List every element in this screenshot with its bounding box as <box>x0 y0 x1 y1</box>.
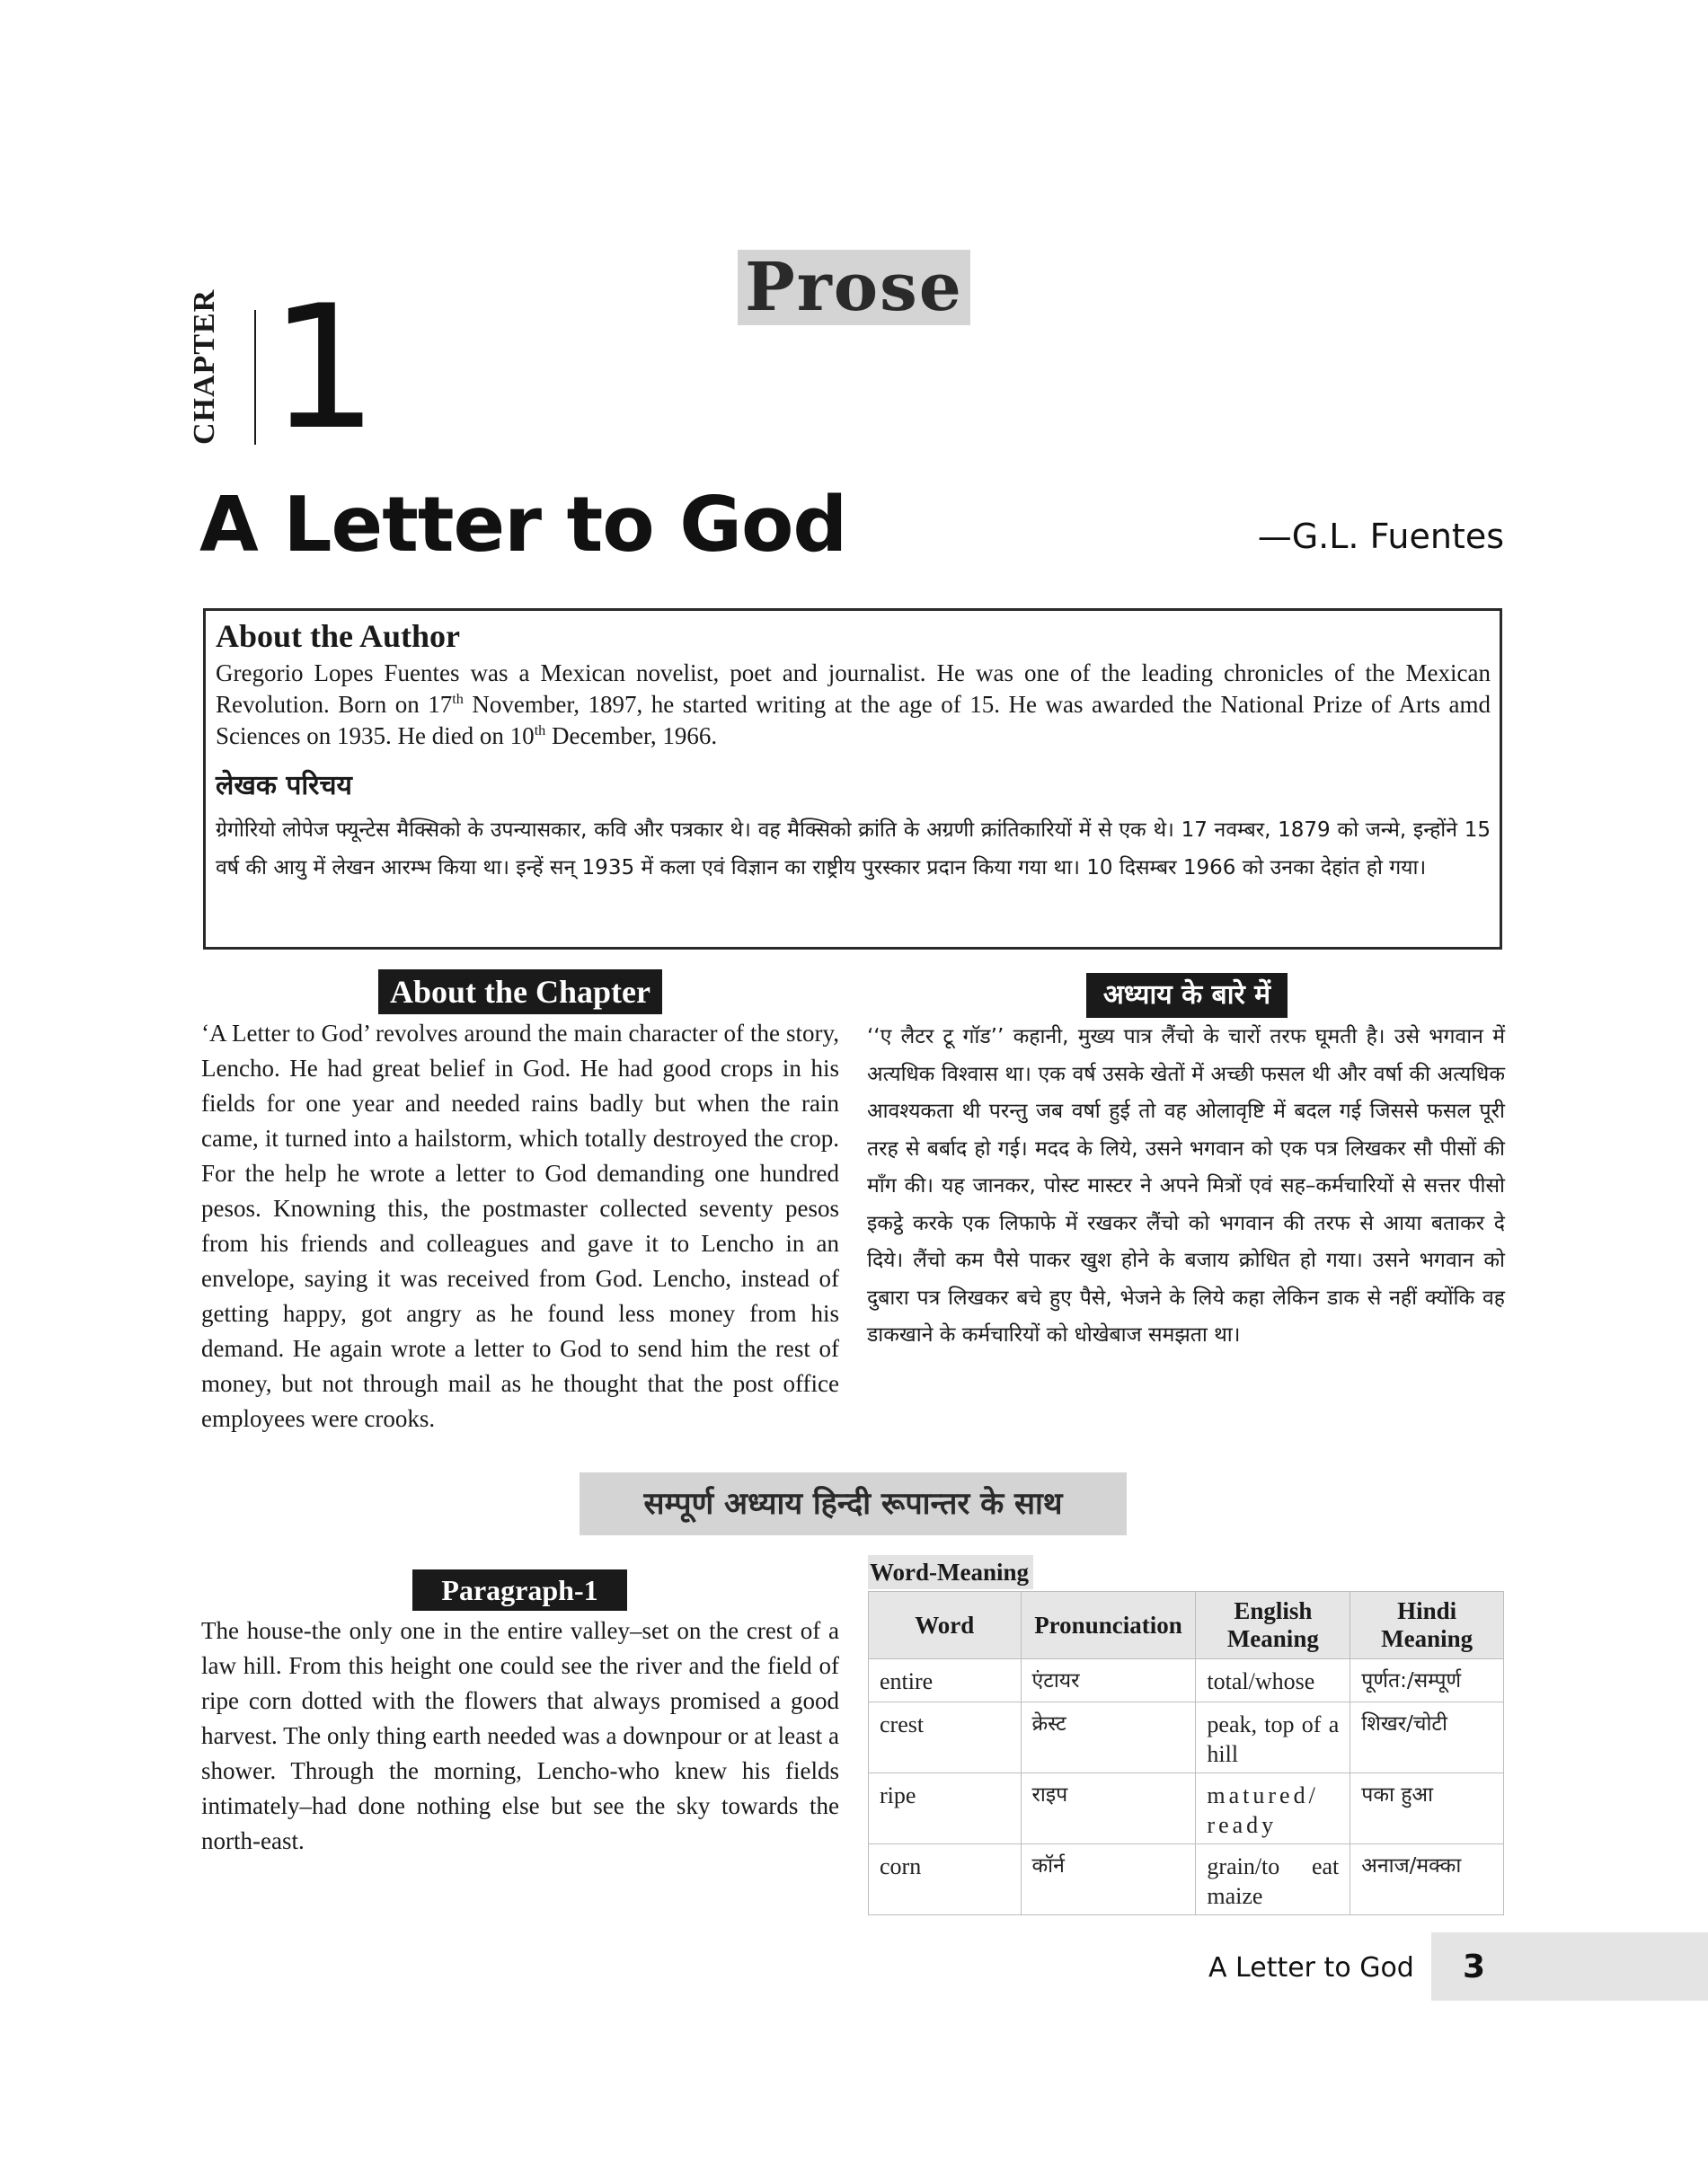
word-meaning-title: Word-Meaning <box>868 1555 1033 1589</box>
paragraph-label: Paragraph-1 <box>412 1569 627 1611</box>
paragraph-text: The house-the only one in the entire valley–set on the crest of a law hill. From this height one could see the river and the field of ripe corn dotted with the flowers that always promised a good harvest. The only thing earth needed was a downpour or at least a shower. Through the morning, Lencho-who knew his fields intimately–had done nothing else but see the sky towards the north-east. <box>201 1617 839 1854</box>
english-meaning-cell: total/whose <box>1196 1659 1350 1702</box>
word-cell: corn <box>869 1844 1022 1915</box>
column-header-english-meaning: English Meaning <box>1196 1592 1350 1659</box>
about-chapter-heading: About the Chapter <box>378 969 662 1014</box>
column-header-pronunciation: Pronunciation <box>1021 1592 1196 1659</box>
pronunciation-cell: कॉर्न <box>1021 1844 1196 1915</box>
hindi-meaning-cell: पका हुआ <box>1350 1773 1504 1844</box>
chapter-author: —G.L. Fuentes <box>1257 517 1504 556</box>
about-author-text-en <box>216 658 1491 752</box>
word-cell: crest <box>869 1702 1022 1773</box>
chapter-divider <box>254 310 256 445</box>
column-header-word: Word <box>869 1592 1022 1659</box>
about-author-heading-hindi: लेखक परिचय <box>216 770 352 801</box>
translation-banner: सम्पूर्ण अध्याय हिन्दी रूपान्तर के साथ <box>580 1472 1127 1535</box>
chapter-number: 1 <box>270 269 378 467</box>
word-meaning-table <box>868 1591 1504 1915</box>
page-number: 3 <box>1463 1949 1486 1985</box>
english-meaning-cell: grain/to eat maize <box>1196 1844 1350 1915</box>
table-row <box>869 1773 1504 1844</box>
about-author-heading: About the Author <box>216 618 461 654</box>
about-author-text-part: November, 1897, he started writing at the age of 15. He was awarded the National Prize of Arts amd Sciences on 1935. He died on 10 <box>216 691 1491 749</box>
ordinal-suffix: th <box>452 691 464 707</box>
pronunciation-cell: क्रेस्ट <box>1021 1702 1196 1773</box>
chapter-word: CHAPTER <box>188 288 221 445</box>
about-author-text-hindi: ग्रेगोरियो लोपेज फ्यून्टेस मैक्सिको के उपन्यासकार, कवि और पत्रकार थे। वह मैक्सिको क्रांति के अग्रणी क्रांतिकारियों में से एक थे। 17 नवम्बर, 1879 को जन्मे, इन्होंने 15 वर्ष की आयु में लेखन आरम्भ किया था। इन्हें सन् 1935 में कला एवं विज्ञान का राष्ट्रीय पुरस्कार प्रदान किया गया था। 10 दिसम्बर 1966 को उनका देहांत हो गया। <box>216 818 1491 880</box>
hindi-meaning-cell: पूर्णत:/सम्पूर्ण <box>1350 1659 1504 1702</box>
section-banner: Prose <box>738 250 970 325</box>
english-meaning-cell: matured/ ready <box>1196 1773 1350 1844</box>
about-author-text-part: Gregorio Lopes Fuentes was a Mexican novelist, poet and journalist. He was one of the leading chronicles of the Mexican Revolution. Born on 17 <box>216 659 1491 718</box>
footer-title: A Letter to God <box>1208 1952 1414 1984</box>
chapter-title: A Letter to God <box>199 481 847 570</box>
table-row <box>869 1702 1504 1773</box>
table-header-row <box>869 1592 1504 1659</box>
about-author-box <box>203 608 1502 950</box>
table-row <box>869 1844 1504 1915</box>
pronunciation-cell: राइप <box>1021 1773 1196 1844</box>
word-cell: entire <box>869 1659 1022 1702</box>
about-author-text-part: December, 1966. <box>545 722 718 749</box>
about-chapter-text-en: ‘A Letter to God’ revolves around the main character of the story, Lencho. He had great belief in God. He had good crops in his fields for one year and needed rains badly but when the rain came, it turned into a hailstorm, which totally destroyed the crop. For the help he wrote a letter to God demanding one hundred pesos. Knowning this, the postmaster collected seventy pesos from his friends and colleagues and gave it to Lencho in an envelope, saying it was received from God. Lencho, instead of getting happy, got angry as he found less money from his demand. He again wrote a letter to God to send him the rest of money, but not through mail as he thought that the post office employees were crooks. <box>201 1020 839 1432</box>
english-meaning-cell: peak, top of a hill <box>1196 1702 1350 1773</box>
about-chapter-text-hindi: ‘‘ए लैटर टू गॉड’’ कहानी, मुख्य पात्र लैंचो के चारों तरफ घूमती है। उसे भगवान में अत्यधिक विश्वास था। एक वर्ष उसके खेतों में अच्छी फसल थी और वर्षा की अत्यधिक आवश्यकता थी परन्तु जब वर्षा हुई तो वह ओलावृष्टि में बदल गई जिससे फसल पूरी तरह से बर्बाद हो गई। मदद के लिये, उसने भगवान को एक पत्र लिखकर सौ पीसों की माँग की। यह जानकर, पोस्ट मास्टर ने अपने मित्रों एवं सह–कर्मचारियों से सत्तर पीसो इकट्ठे करके एक लिफाफे में रखकर लैंचो को भगवान की तरफ से आया बताकर दे दिये। लैंचो कम पैसे पाकर खुश होने के बजाय क्रोधित हो गया। उसने भगवान को दुबारा पत्र लिखकर बचे हुए पैसे, भेजने के लिये कहा लेकिन डाक से नहीं क्योंकि वह डाकखाने के कर्मचारियों को धोखेबाज समझता था। <box>867 1025 1505 1347</box>
pronunciation-cell: एंटायर <box>1021 1659 1196 1702</box>
hindi-meaning-cell: शिखर/चोटी <box>1350 1702 1504 1773</box>
hindi-meaning-cell: अनाज/मक्का <box>1350 1844 1504 1915</box>
word-cell: ripe <box>869 1773 1022 1844</box>
table-row <box>869 1659 1504 1702</box>
column-header-hindi-meaning: Hindi Meaning <box>1350 1592 1504 1659</box>
ordinal-suffix: th <box>534 722 546 738</box>
about-chapter-heading-hindi: अध्याय के बारे में <box>1086 973 1288 1018</box>
